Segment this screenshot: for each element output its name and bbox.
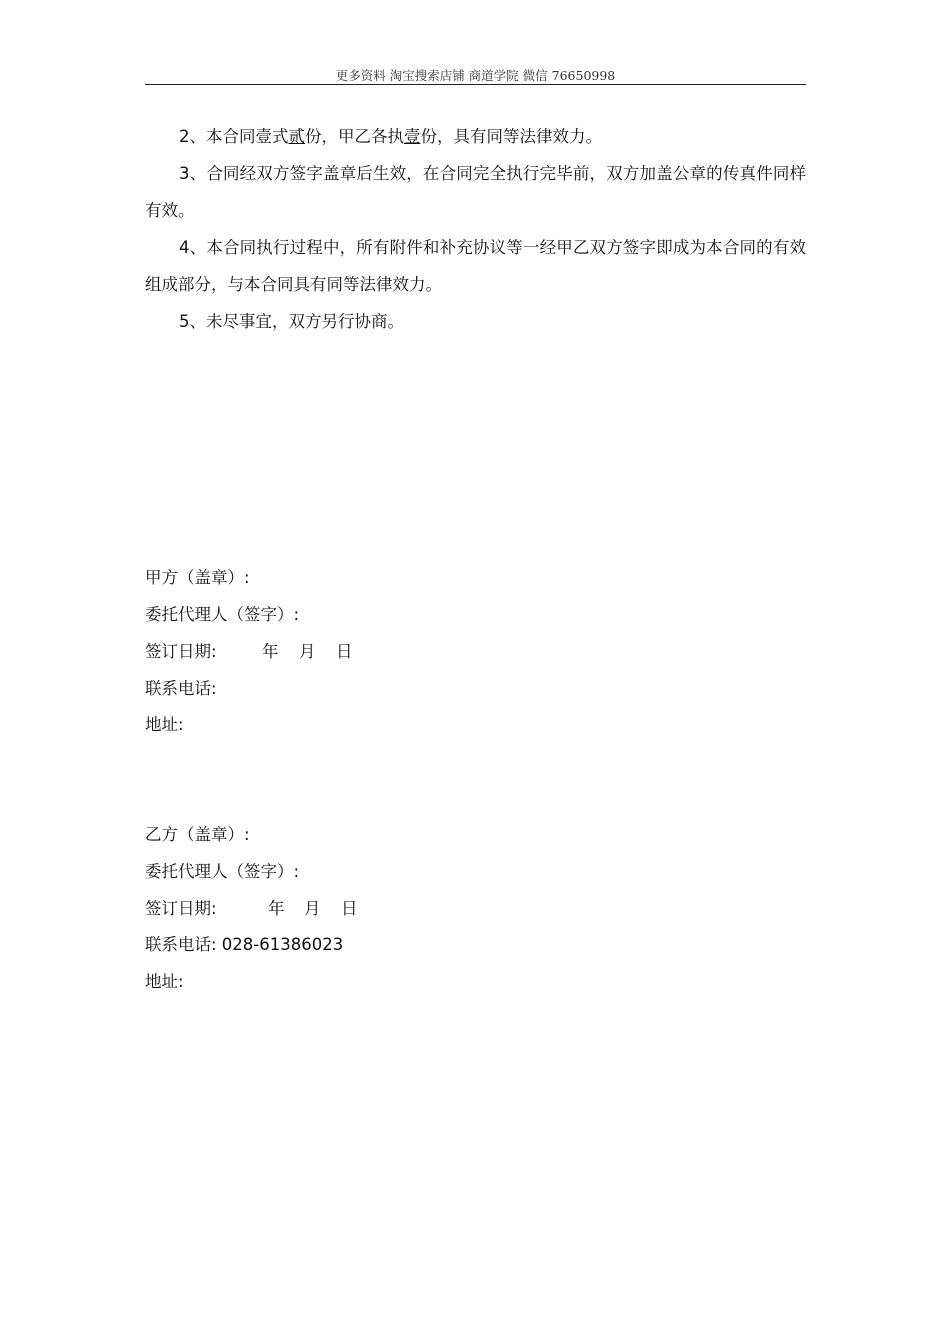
clause-text: 份，甲乙各执 (305, 127, 404, 146)
clause-3: 3、合同经双方签字盖章后生效，在合同完全执行完毕前，双方加盖公章的传真件同样有效。 (145, 164, 806, 220)
party-b-address: 地址: (145, 972, 184, 991)
copies-each: 壹 (404, 127, 421, 146)
party-a-year: 年 (262, 642, 279, 661)
page-header: 更多资料 淘宝搜索店铺 商道学院 微信 76650998 (335, 68, 616, 83)
party-b-month: 月 (304, 899, 321, 918)
party-b-agent: 委托代理人（签字）: (145, 862, 300, 881)
party-a-date-label: 签订日期: (145, 642, 217, 661)
clause-5: 5、未尽事宜，双方另行协商。 (179, 312, 404, 331)
party-a-agent: 委托代理人（签字）: (145, 605, 300, 624)
party-a-address: 地址: (145, 715, 184, 734)
party-b-year: 年 (268, 899, 285, 918)
clause-text: 份，具有同等法律效力。 (420, 127, 602, 146)
party-a-seal: 甲方（盖章）: (145, 568, 250, 587)
party-a-month: 月 (299, 642, 316, 661)
party-a-day: 日 (336, 642, 353, 661)
party-b-seal: 乙方（盖章）: (145, 825, 250, 844)
clause-4: 4、本合同执行过程中，所有附件和补充协议等一经甲乙双方签字即成为本合同的有效组成部分，与本合同具有同等法律效力。 (145, 238, 806, 294)
party-b-day: 日 (341, 899, 358, 918)
clause-text: 2、本合同壹式 (179, 127, 289, 146)
party-b-phone: 联系电话: 028-61386023 (145, 935, 344, 954)
party-b-date-label: 签订日期: (145, 899, 217, 918)
header-divider (145, 84, 806, 85)
party-a-phone: 联系电话: (145, 679, 217, 698)
clause-2 (145, 118, 806, 155)
copies-total: 贰 (288, 127, 305, 146)
contract-clauses (145, 118, 806, 340)
